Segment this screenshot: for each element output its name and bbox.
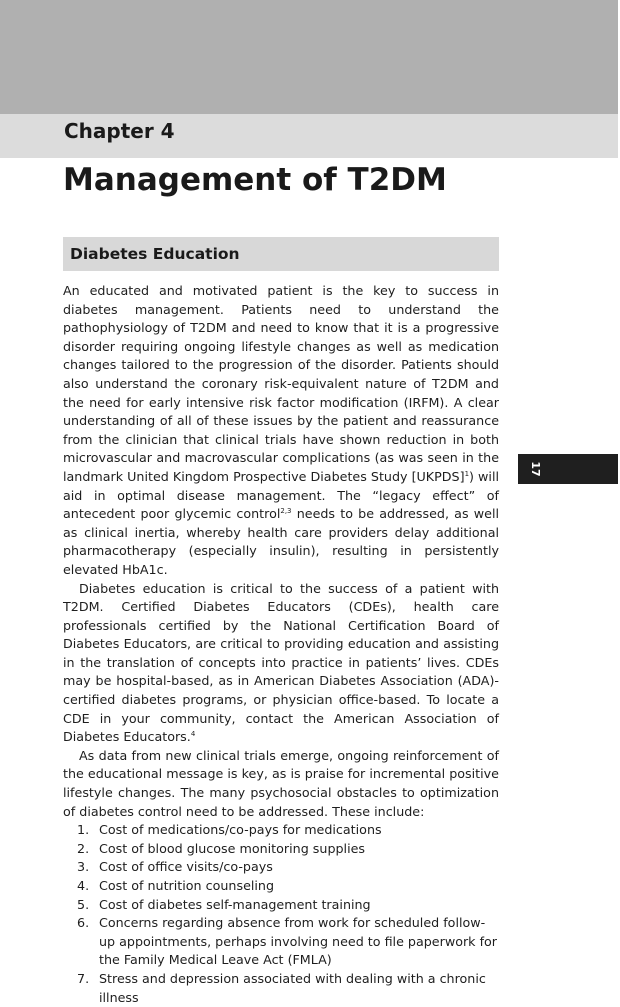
list-item-text: Cost of nutrition counseling <box>99 878 275 893</box>
list-item-number: 6. <box>77 915 90 931</box>
paragraphs <box>63 282 499 821</box>
paragraph <box>63 580 499 747</box>
list-item-number: 2. <box>77 840 90 856</box>
header-band <box>0 0 618 114</box>
list-item-text: Concerns regarding absence from work for scheduled follow-up appointments, perhaps involving need to file paperwork for the Family Medical Leave Act (FMLA) <box>99 915 498 968</box>
list-item-number: 4. <box>77 878 90 893</box>
list-item-text: Cost of blood glucose monitoring supplies <box>99 840 366 856</box>
list-item <box>63 821 499 840</box>
paragraph-text: As data from new clinical trials emerge, ongoing reinforcement of the educational message is key, as is praise for incremental positive lifestyle changes. The many psychosocial obstacles to optimization of diabetes control need to be addressed. These include: <box>63 747 499 819</box>
list-item <box>63 858 499 877</box>
body-text <box>63 282 499 1007</box>
paragraph-text: An educated and motivated patient is the key to success in diabetes management. Patients need to understand the pathophysiology of T2DM and need to know that it is a progressive disorder requiring ongoing lifestyle changes as well as medication changes tailored to the progression of the disorder. Patients should also understand the coronary risk-equivalent nature of T2DM and the need for early intensive risk factor modification (IRFM). A clear understanding of all of these issues by the patient and reassurance from the clinician that clinical trials have shown reduction in both microvascular and macrovascular complications (as was seen in the landmark United Kingdom Prospective Diabetes Study [UKPDS] <box>63 283 499 484</box>
citation-superscript: 2,3 <box>280 507 292 516</box>
list-item-text: Cost of diabetes self-management training <box>99 896 371 912</box>
list-item <box>63 970 499 1007</box>
list-item <box>63 840 499 859</box>
citation-superscript: 4 <box>190 730 196 739</box>
list-item-text: Cost of office visits/co-pays <box>99 859 273 875</box>
list-item-text: Stress and depression associated with dealing with a chronic illness <box>99 970 486 1005</box>
list-item-number: 3. <box>77 859 90 875</box>
section-title: Diabetes Education <box>70 245 240 263</box>
citation-superscript: 1 <box>464 469 470 478</box>
paragraph-text: Diabetes education is critical to the success of a patient with T2DM. Certified Diabetes Educators (CDEs), health care professionals certified by the National Certification Board of Diabetes Educators, are critical to providing education and assisting in the translation of concepts into practice in patients’ lives. CDEs may be hospital-based, as in American Diabetes Association (ADA)-certified diabetes programs, or physician office-based. To locate a CDE in your community, contact the American Association of Diabetes Educators. <box>63 580 499 745</box>
list-item-number: 7. <box>77 970 90 986</box>
list-item <box>63 877 499 896</box>
list-item-text: Cost of medications/co-pays for medications <box>99 822 382 838</box>
list-item-number: 5. <box>77 896 90 912</box>
chapter-label: Chapter 4 <box>64 119 175 143</box>
list-item <box>63 914 499 970</box>
list-item-number: 1. <box>77 822 90 838</box>
page-title: Management of T2DM <box>63 162 447 198</box>
list-item <box>63 896 499 915</box>
paragraph-text: ) will aid in optimal disease management. The “legacy effect” of antecedent poor glycemic control <box>63 468 499 522</box>
obstacle-list <box>63 821 499 1007</box>
paragraph <box>63 282 499 580</box>
page-number: 17 <box>529 461 543 477</box>
paragraph-text: needs to be addressed, as well as clinical inertia, whereby health care providers delay additional pharmacotherapy (especially insulin), resulting in persistently elevated HbA1c. <box>63 506 500 577</box>
paragraph <box>63 747 499 821</box>
